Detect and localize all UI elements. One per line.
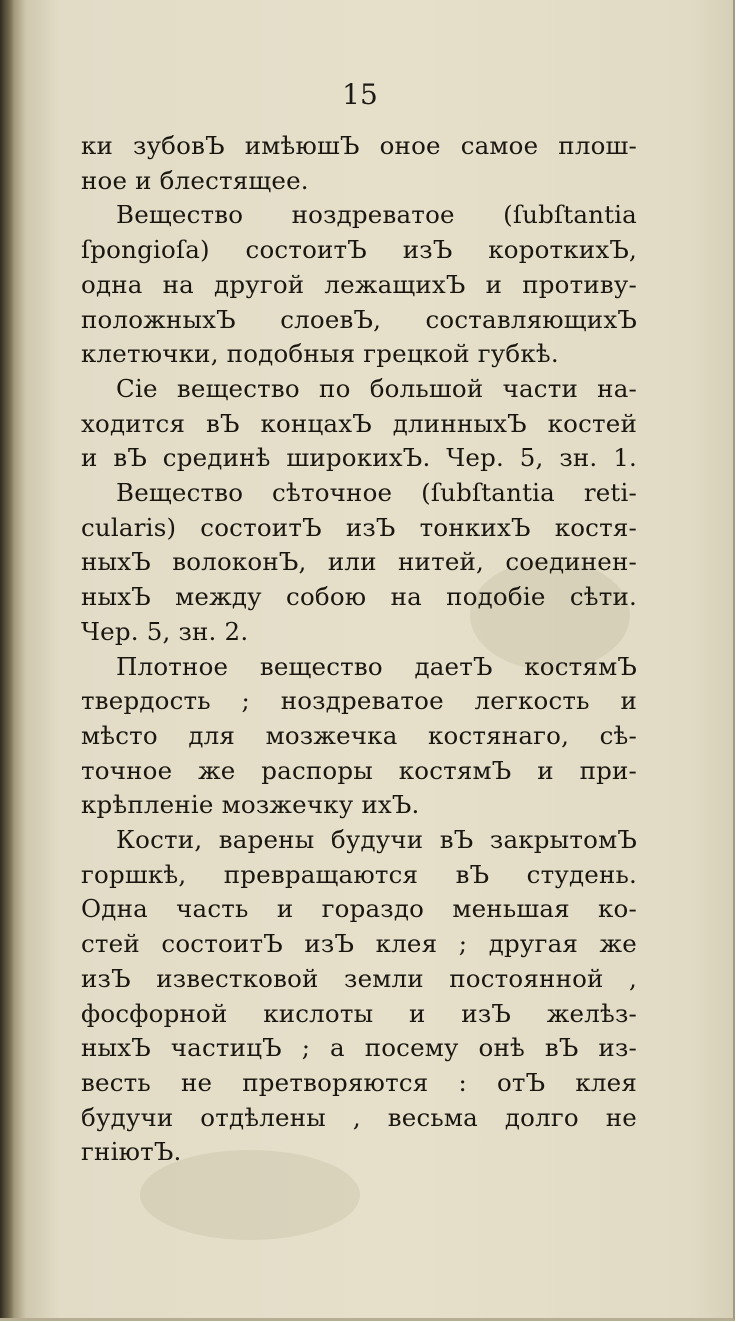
text-line: ſpongioſa) состоитЪ изЪ короткихЪ,: [81, 235, 637, 265]
text-line: горшкѣ, превращаются вЪ студень.: [81, 859, 637, 889]
text-line: ки зубовЪ имѣюшЪ оное самое плош-: [81, 131, 637, 160]
text-line: ныхЪ волоконЪ, или нитей, соединен-: [81, 547, 637, 577]
text-line: весть не претворяются : отЪ клея: [81, 1067, 637, 1097]
text-line: Вещество ноздреватое (ſubſtantia: [116, 200, 637, 230]
text-line: стей состоитЪ изЪ клея ; другая же: [81, 929, 637, 959]
text-line: ное и блестящее.: [81, 165, 309, 195]
text-line: мѣсто для мозжечка костянаго, сѣ-: [81, 720, 637, 750]
page-number: 15: [342, 78, 378, 111]
text-line: точное же распоры костямЪ и при-: [81, 755, 637, 785]
text-line: крѣпленіе мозжечку ихЪ.: [81, 790, 420, 820]
text-line: одна на другой лежащихЪ и противу-: [81, 269, 637, 299]
text-line: клетючки, подобныя грецкой губкѣ.: [81, 339, 559, 369]
text-line: гніютЪ.: [81, 1137, 182, 1167]
text-line: Кости, варены будучи вЪ закрытомЪ: [116, 825, 637, 854]
text-line: будучи отдѣлены , весьма долго не: [81, 1102, 637, 1132]
text-line: изЪ известковой земли постоянной ,: [81, 963, 637, 993]
text-line: твердость ; ноздреватое легкость и: [81, 686, 637, 716]
text-line: Вещество сѣточное (ſubſtantia reti-: [116, 478, 637, 507]
text-line: Сіе вещество по большой части на-: [116, 373, 637, 403]
text-line: и вЪ срединѣ широкихЪ. Чер. 5, зн. 1.: [81, 443, 637, 473]
text-line: Плотное вещество даетЪ костямЪ: [116, 651, 637, 681]
text-line: фосфорной кислоты и изЪ желѣз-: [81, 998, 637, 1028]
text-line: ходится вЪ концахЪ длинныхЪ костей: [81, 408, 637, 438]
binding-fold-shadow: [0, 0, 14, 1318]
text-line: ныхЪ между собою на подобіе сѣти.: [81, 582, 637, 612]
text-line: Чер. 5, зн. 2.: [81, 616, 249, 646]
text-line: cularis) состоитЪ изЪ тонкихЪ костя-: [81, 512, 637, 542]
text-line: ныхЪ частицЪ ; а посему онѣ вЪ из-: [81, 1033, 637, 1063]
text-line: Одна часть и гораздо меньшая ко-: [81, 894, 637, 924]
text-line: положныхЪ слоевЪ, составляющихЪ: [81, 304, 637, 334]
